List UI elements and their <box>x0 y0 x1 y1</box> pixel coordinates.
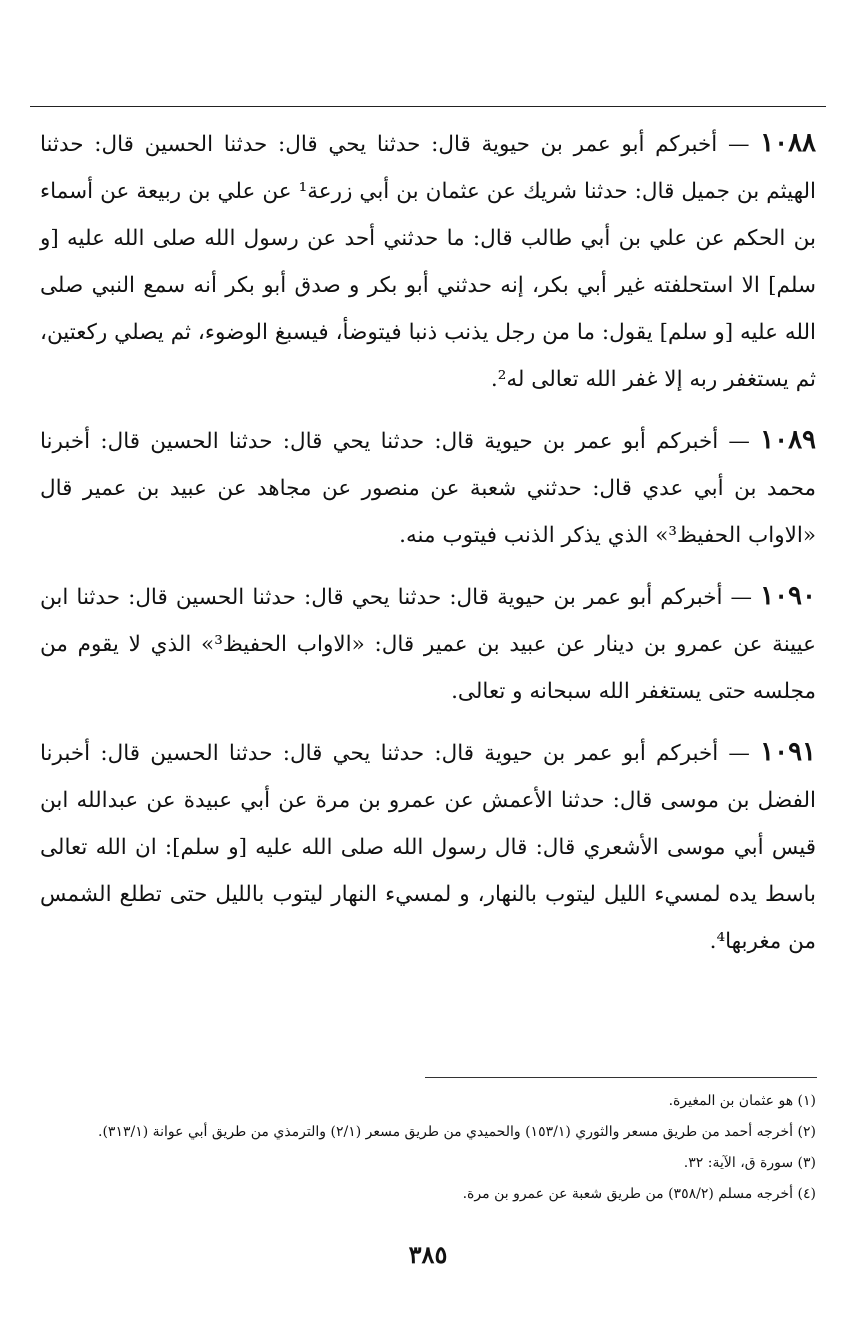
dash: — <box>717 132 750 157</box>
footnote-4: (٤) أخرجه مسلم (٣٥٨/٢) من طريق شعبة عن عمرو بن مرة. <box>462 1186 816 1202</box>
hadith-entry <box>40 573 816 715</box>
footnote-rule <box>425 1077 817 1078</box>
hadith-text: أخبركم أبو عمر بن حيوية قال: حدثنا يحي قال: حدثنا الحسين قال: أخبرنا الفضل بن موسى قال: حدثنا الأعمش عن عمرو بن مرة عن أبي عبيدة عن عبدالله ابن قيس أبي موسى الأشعري قال: قال رسول الله صلى الله عليه [و سلم]: ان الله تعالى باسط يده لمسيء الليل ليتوب بالنهار، و لمسيء النهار ليتوب بالليل حتى تطلع الشمس من مغربها⁴. <box>40 741 816 954</box>
hadith-number: ١٠٩٠ <box>760 581 816 611</box>
hadith-text: أخبركم أبو عمر بن حيوية قال: حدثنا يحي قال: حدثنا الحسين قال: حدثنا ابن عيينة عن عمرو بن دينار عن عبيد بن عمير قال: «الاواب الحفيظ³» الذي لا يقوم من مجلسه حتى يستغفر الله سبحانه و تعالى. <box>40 585 816 704</box>
hadith-text: أخبركم أبو عمر بن حيوية قال: حدثنا يحي قال: حدثنا الحسين قال: حدثنا الهيثم بن جميل قال: حدثنا شريك عن عثمان بن أبي زرعة¹ عن علي بن ربيعة عن أسماء بن الحكم عن علي بن أبي طالب قال: ما حدثني أحد عن رسول الله صلى الله عليه [و سلم] الا استحلفته غير أبي بكر، إنه حدثني أبو بكر و صدق أبو بكر أنه سمع النبي صلى الله عليه [و سلم] يقول: ما من رجل يذنب ذنبا فيتوضأ، فيسبغ الوضوء، ثم يصلي ركعتين، ثم يستغفر ربه إلا غفر الله تعالى له². <box>40 132 816 392</box>
hadith-number: ١٠٨٩ <box>760 425 817 455</box>
top-rule <box>30 106 826 107</box>
dash: — <box>718 741 750 766</box>
page-number: ٣٨٥ <box>408 1240 448 1269</box>
dash: — <box>722 585 753 610</box>
hadith-number: ١٠٩١ <box>760 737 817 767</box>
footnotes <box>40 1086 816 1210</box>
footnote-3: (٣) سورة ق، الآية: ٣٢. <box>683 1155 816 1171</box>
hadith-text: أخبركم أبو عمر بن حيوية قال: حدثنا يحي قال: حدثنا الحسين قال: أخبرنا محمد بن أبي عدي قال: حدثني شعبة عن منصور عن مجاهد عن عبيد بن عمير قال «الاواب الحفيظ³» الذي يذكر الذنب فيتوب منه. <box>40 429 816 548</box>
footnote-2: (٢) أخرجه أحمد من طريق مسعر والثوري (١٥٣/١) والحميدي من طريق مسعر (٢/١) والترمذي من طريق أبي عوانة (٣١٣/١). <box>98 1124 816 1140</box>
dash: — <box>718 429 750 454</box>
hadith-entry <box>40 120 816 403</box>
hadith-entry <box>40 729 816 965</box>
footnote-1: (١) هو عثمان بن المغيرة. <box>668 1093 816 1109</box>
hadith-number: ١٠٨٨ <box>760 128 817 158</box>
hadith-entry <box>40 417 816 559</box>
main-text <box>40 120 816 979</box>
